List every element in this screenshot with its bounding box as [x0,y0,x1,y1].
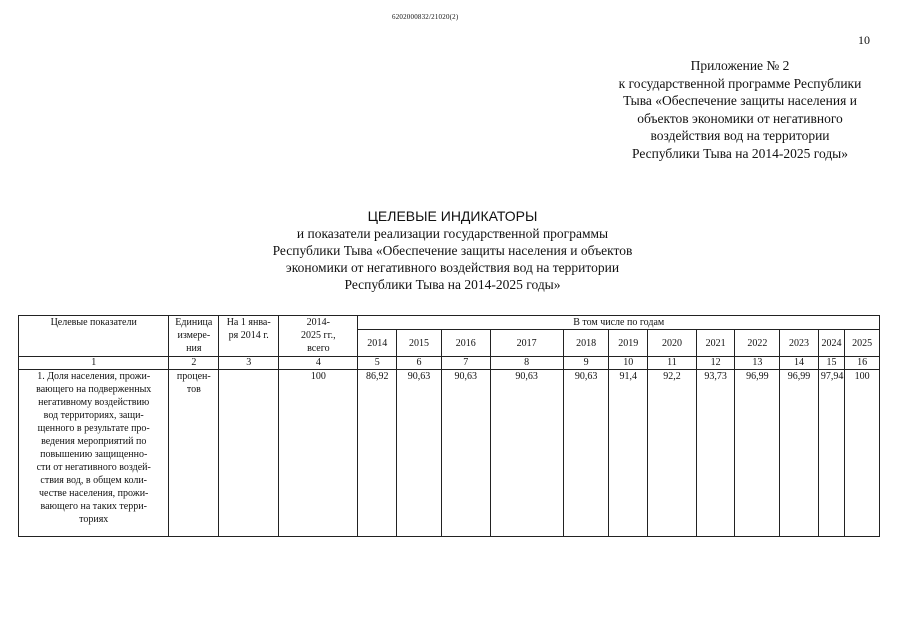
column-number: 1 [19,357,169,370]
title-heading: ЦЕЛЕВЫЕ ИНДИКАТОРЫ [367,208,538,224]
indicators-table [18,315,880,537]
column-number: 9 [563,357,609,370]
unit-line: процен- [176,371,211,382]
header-by-years: В том числе по годам [358,316,880,330]
indicator-line: ствия вод, в общем коли- [40,475,148,486]
year-header: 2017 [490,330,563,357]
indicator-line: вающего на таких терри- [40,501,147,512]
header-unit-line: ния [186,343,202,354]
indicator-line: ториях [79,514,109,525]
year-header: 2016 [441,330,490,357]
total-cell: 100 [279,370,358,537]
year-value-cell: 90,63 [441,370,490,537]
indicator-line: вод территориях, защи- [43,410,144,421]
column-number: 11 [648,357,697,370]
header-total-line: 2025 гг., [301,330,336,341]
indicator-line: 1. Доля населения, прожи- [37,371,151,382]
year-value-cell: 86,92 [358,370,397,537]
year-value-cell: 96,99 [780,370,819,537]
appendix-line: Тыва «Обеспечение защиты населения и [623,93,857,108]
column-number: 7 [441,357,490,370]
appendix-line: объектов экономики от негативного [637,110,843,126]
appendix-header [560,57,905,162]
appendix-line: Республики Тыва на 2014-2025 годы» [631,145,849,161]
year-header: 2022 [735,330,780,357]
year-header: 2019 [609,330,648,357]
header-total-line: 2014- [306,317,330,328]
header-jan2014-line: ря 2014 г. [228,330,269,341]
appendix-line: к государственной программе Республики [618,75,862,91]
indicator-line: ведения мероприятий по [41,436,147,447]
header-indicator: Целевые показатели [19,316,169,357]
column-number: 16 [845,357,880,370]
header-unit-line: Единица [175,317,213,328]
title-line: экономики от негативного воздействия вод на территории [285,260,620,275]
indicator-line: сти от негативного воздей- [36,462,151,473]
year-value-cell: 91,4 [609,370,648,537]
header-jan2014-line: На 1 янва- [226,317,271,328]
column-number: 8 [490,357,563,370]
jan2014-cell [219,370,279,537]
table-row [19,370,880,537]
year-value-cell: 90,63 [397,370,442,537]
column-number: 14 [780,357,819,370]
unit-cell [169,370,219,537]
indicator-line: щенного в результате про- [37,423,150,434]
column-number: 15 [818,357,844,370]
year-header: 2020 [648,330,697,357]
year-header: 2014 [358,330,397,357]
year-header: 2024 [818,330,844,357]
column-number: 6 [397,357,442,370]
page-number: 10 [858,33,870,47]
year-header: 2025 [845,330,880,357]
year-value-cell: 97,94 [818,370,844,537]
year-value-cell: 100 [845,370,880,537]
column-number-row [19,357,880,370]
header-total-line: всего [307,343,330,354]
year-value-cell: 90,63 [490,370,563,537]
title-line: и показатели реализации государственной программы [296,226,609,241]
year-value-cell: 90,63 [563,370,609,537]
column-number: 5 [358,357,397,370]
header-unit-line: измере- [177,330,211,341]
year-header: 2018 [563,330,609,357]
header-total [279,316,358,357]
document-id: 6202000832/21020(2) [392,13,459,21]
header-jan2014 [219,316,279,357]
column-number: 3 [219,357,279,370]
column-number: 12 [696,357,735,370]
column-number: 4 [279,357,358,370]
column-number: 2 [169,357,219,370]
indicator-line: вающего на подверженных [36,384,152,395]
unit-line: тов [186,384,201,395]
year-header: 2023 [780,330,819,357]
year-value-cell: 92,2 [648,370,697,537]
appendix-line: Приложение № 2 [690,58,790,73]
column-number: 10 [609,357,648,370]
title-line: Республики Тыва «Обеспечение защиты населения и объектов [272,243,633,258]
indicator-line: негативному воздействию [38,397,150,408]
year-header: 2021 [696,330,735,357]
title-line: Республики Тыва на 2014-2025 годы» [344,277,561,292]
document-title [0,208,905,293]
year-header: 2015 [397,330,442,357]
year-value-cell: 93,73 [696,370,735,537]
header-unit [169,316,219,357]
appendix-line: воздействия вод на территории [650,128,830,143]
year-value-cell: 96,99 [735,370,780,537]
indicator-cell [19,370,169,537]
column-number: 13 [735,357,780,370]
indicator-line: честве населения, прожи- [39,488,149,499]
indicator-line: повышению защищенно- [40,449,148,460]
